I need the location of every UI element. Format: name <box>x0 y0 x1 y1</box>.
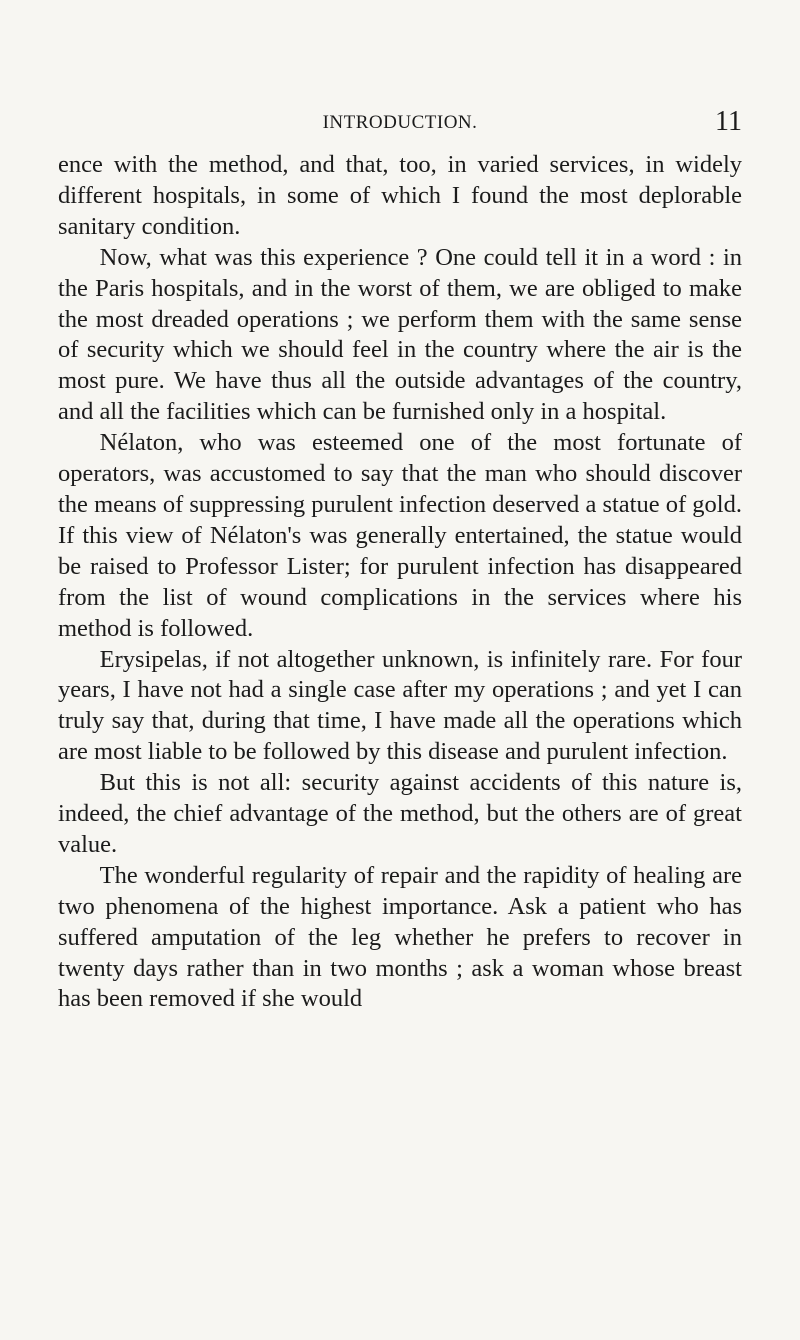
running-head <box>58 106 742 136</box>
body-text <box>58 150 742 1015</box>
paragraph-continued: ence with the method, and that, too, in varied services, in widely different hospitals, in some of which I found the most deplorable sanitary condition. <box>58 151 742 240</box>
paragraph-nelaton: Nélaton, who was esteemed one of the most fortunate of operators, was accustomed to say that the man who should discover the means of suppressing purulent infection deserved a statue of gold. If this view of Nélaton's was generally entertained, the statue would be raised to Professor Lister; for purulent infection has disappeared from the list of wound complications in the services where his method is followed. <box>58 429 742 642</box>
paragraph-regularity: The wonderful regularity of repair and the rapidity of healing are two phenomena of the highest importance. Ask a patient who has suffered amputation of the leg whether he prefers to recover in twenty days rather than in two months ; ask a woman whose breast has been removed if she would <box>58 861 742 1013</box>
running-title: INTRODUCTION. <box>322 112 478 133</box>
paragraph-experience: Now, what was this experience ? One could tell it in a word : in the Paris hospitals, and in the worst of them, we are obliged to make the most dreaded operations ; we perform them with the same sense of security which we should feel in the country where the air is the most pure. We have thus all the outside advantages of the country, and all the facilities which can be furnished only in a hospital. <box>58 243 742 426</box>
paragraph-security: But this is not all: security against accidents of this nature is, indeed, the chief advantage of the method, but the others are of great value. <box>58 769 742 858</box>
page-number: 11 <box>715 106 742 137</box>
paragraph-erysipelas: Erysipelas, if not altogether unknown, is infinitely rare. For four years, I have not had a single case after my operations ; and yet I can truly say that, during that time, I have made all the operations which are most liable to be followed by this disease and purulent infection. <box>58 645 742 766</box>
